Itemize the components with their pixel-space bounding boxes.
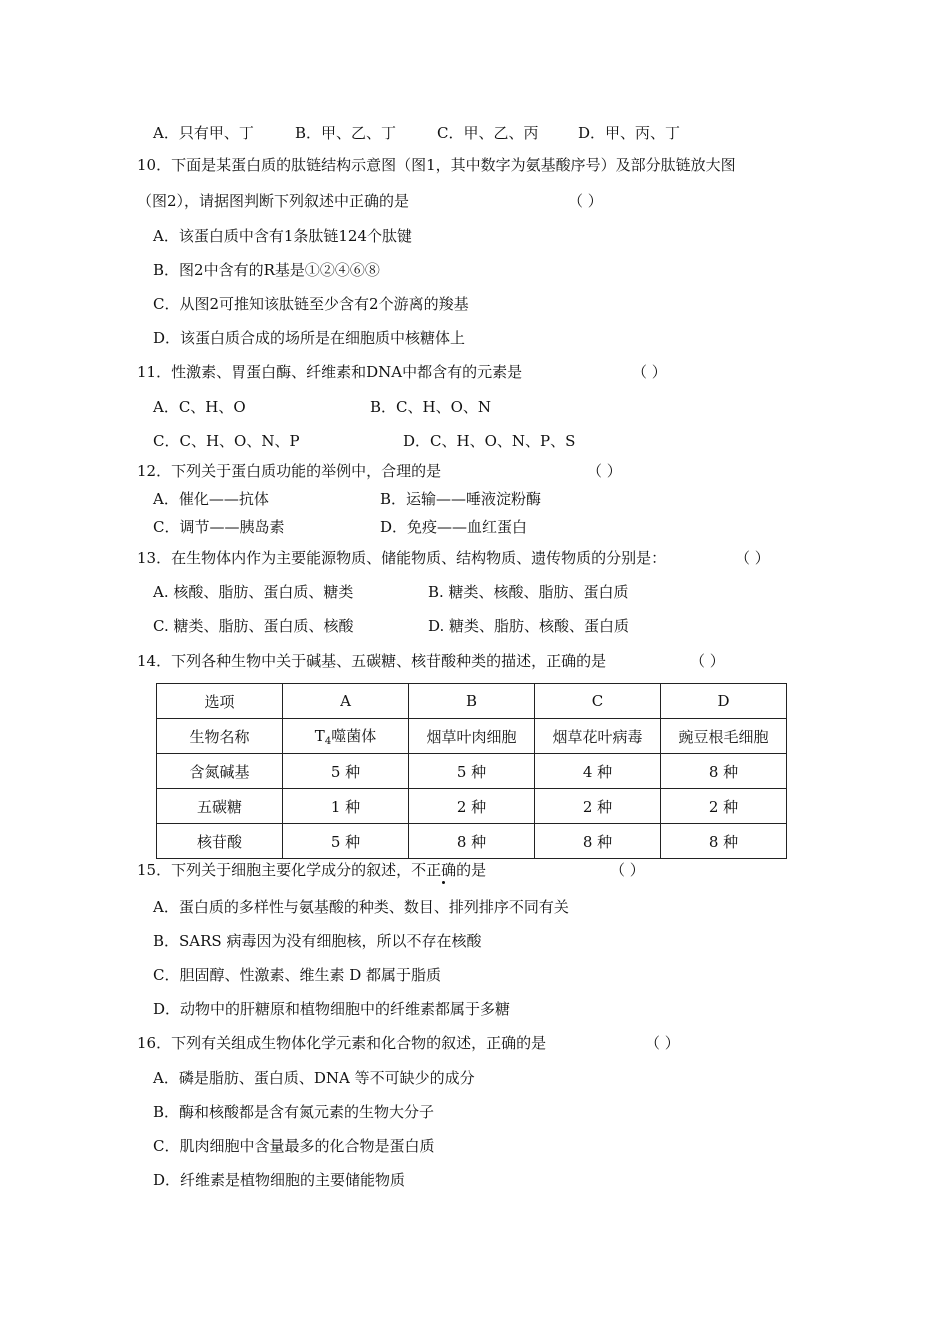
q9-option-d: D．甲、丙、丁 xyxy=(578,124,681,142)
q15-stem: 15．下列关于细胞主要化学成分的叙述，不正确的是 xyxy=(137,861,487,879)
q14-table xyxy=(156,683,787,859)
table-cell-organism-a: $T_4$噬菌体 xyxy=(283,719,409,754)
q9-option-c: C．甲、乙、丙 xyxy=(437,124,539,142)
q12-stem: 12．下列关于蛋白质功能的举例中，合理的是 xyxy=(137,462,442,480)
q10-stem-line1: 10．下面是某蛋白质的肽链结构示意图（图1，其中数字为氨基酸序号）及部分肽链放大图 xyxy=(137,156,736,174)
q11-option-a: A．C、H、O xyxy=(153,398,246,416)
table-cell: 含氮碱基 xyxy=(157,754,283,789)
q14-stem: 14．下列各种生物中关于碱基、五碳糖、核苷酸种类的描述，正确的是 xyxy=(137,652,607,670)
table-cell: 核苷酸 xyxy=(157,824,283,859)
q13-stem: 13．在生物体内作为主要能源物质、储能物质、结构物质、遗传物质的分别是： xyxy=(137,549,667,567)
q12-option-a: A．催化——抗体 xyxy=(153,490,269,508)
q16-option-d: D．纤维素是植物细胞的主要储能物质 xyxy=(153,1171,406,1189)
table-cell: 五碳糖 xyxy=(157,789,283,824)
q13-option-b: B. 糖类、核酸、脂肪、蛋白质 xyxy=(428,583,629,601)
table-row xyxy=(157,754,787,789)
table-cell: 8 种 xyxy=(409,824,535,859)
q13-option-a: A. 核酸、脂肪、蛋白质、糖类 xyxy=(153,583,354,601)
q10-answer-paren: （ ） xyxy=(568,192,603,210)
q14-answer-paren: （ ） xyxy=(690,652,725,670)
q16-option-c: C．肌肉细胞中含量最多的化合物是蛋白质 xyxy=(153,1137,435,1155)
q16-answer-paren: （ ） xyxy=(645,1034,680,1052)
table-cell: 8 种 xyxy=(661,754,787,789)
q9-option-b: B．甲、乙、丁 xyxy=(295,124,397,142)
table-row xyxy=(157,824,787,859)
q12-option-b: B．运输——唾液淀粉酶 xyxy=(380,490,542,508)
emphasis-dot xyxy=(442,881,445,884)
table-cell: 1 种 xyxy=(283,789,409,824)
table-cell: 烟草花叶病毒 xyxy=(535,719,661,754)
q15-answer-paren: （ ） xyxy=(610,861,645,879)
table-cell: 生物名称 xyxy=(157,719,283,754)
table-row xyxy=(157,719,787,754)
q16-option-a: A．磷是脂肪、蛋白质、DNA 等不可缺少的成分 xyxy=(153,1069,475,1087)
q11-stem: 11．性激素、胃蛋白酶、纤维素和DNA中都含有的元素是 xyxy=(137,363,523,381)
q10-option-a: A．该蛋白质中含有1条肽链124个肽键 xyxy=(153,227,413,245)
q11-option-d: D．C、H、O、N、P、S xyxy=(403,432,576,450)
table-cell: 烟草叶肉细胞 xyxy=(409,719,535,754)
table-cell: 5 种 xyxy=(409,754,535,789)
table-cell: 8 种 xyxy=(661,824,787,859)
q10-stem-line2: （图2），请据图判断下列叙述中正确的是 xyxy=(137,192,410,210)
q11-option-c: C．C、H、O、N、P xyxy=(153,432,300,450)
q9-option-a: A．只有甲、丁 xyxy=(153,124,254,142)
table-cell: 8 种 xyxy=(535,824,661,859)
q12-option-d: D．免疫——血红蛋白 xyxy=(380,518,528,536)
q15-option-d: D．动物中的肝糖原和植物细胞中的纤维素都属于多糖 xyxy=(153,1000,511,1018)
table-header-cell: B xyxy=(409,684,535,719)
q10-option-c: C．从图2可推知该肽链至少含有2个游离的羧基 xyxy=(153,295,469,313)
table-header-cell: 选项 xyxy=(157,684,283,719)
table-cell: 5 种 xyxy=(283,754,409,789)
table-cell: 2 种 xyxy=(661,789,787,824)
q13-answer-paren: （ ） xyxy=(735,549,770,567)
q11-option-b: B．C、H、O、N xyxy=(370,398,492,416)
q15-option-a: A．蛋白质的多样性与氨基酸的种类、数目、排列排序不同有关 xyxy=(153,898,569,916)
q16-option-b: B．酶和核酸都是含有氮元素的生物大分子 xyxy=(153,1103,435,1121)
table-row xyxy=(157,684,787,719)
q15-option-b: B．SARS 病毒因为没有细胞核，所以不存在核酸 xyxy=(153,932,482,950)
q15-option-c: C．胆固醇、性激素、维生素 D 都属于脂质 xyxy=(153,966,442,984)
table-cell: 2 种 xyxy=(409,789,535,824)
q16-stem: 16．下列有关组成生物体化学元素和化合物的叙述，正确的是 xyxy=(137,1034,547,1052)
q12-option-c: C．调节——胰岛素 xyxy=(153,518,285,536)
table-header-cell: D xyxy=(661,684,787,719)
table-header-cell: C xyxy=(535,684,661,719)
table-header-cell: A xyxy=(283,684,409,719)
table-cell: 豌豆根毛细胞 xyxy=(661,719,787,754)
table-row xyxy=(157,789,787,824)
table-cell: 5 种 xyxy=(283,824,409,859)
table-cell: 4 种 xyxy=(535,754,661,789)
q13-option-c: C. 糖类、脂肪、蛋白质、核酸 xyxy=(153,617,354,635)
q10-option-d: D．该蛋白质合成的场所是在细胞质中核糖体上 xyxy=(153,329,466,347)
q11-answer-paren: （ ） xyxy=(632,363,667,381)
q13-option-d: D. 糖类、脂肪、核酸、蛋白质 xyxy=(428,617,630,635)
q12-answer-paren: （ ） xyxy=(587,462,622,480)
q10-option-b: B．图2中含有的R基是①②④⑥⑧ xyxy=(153,261,380,279)
table-cell: 2 种 xyxy=(535,789,661,824)
